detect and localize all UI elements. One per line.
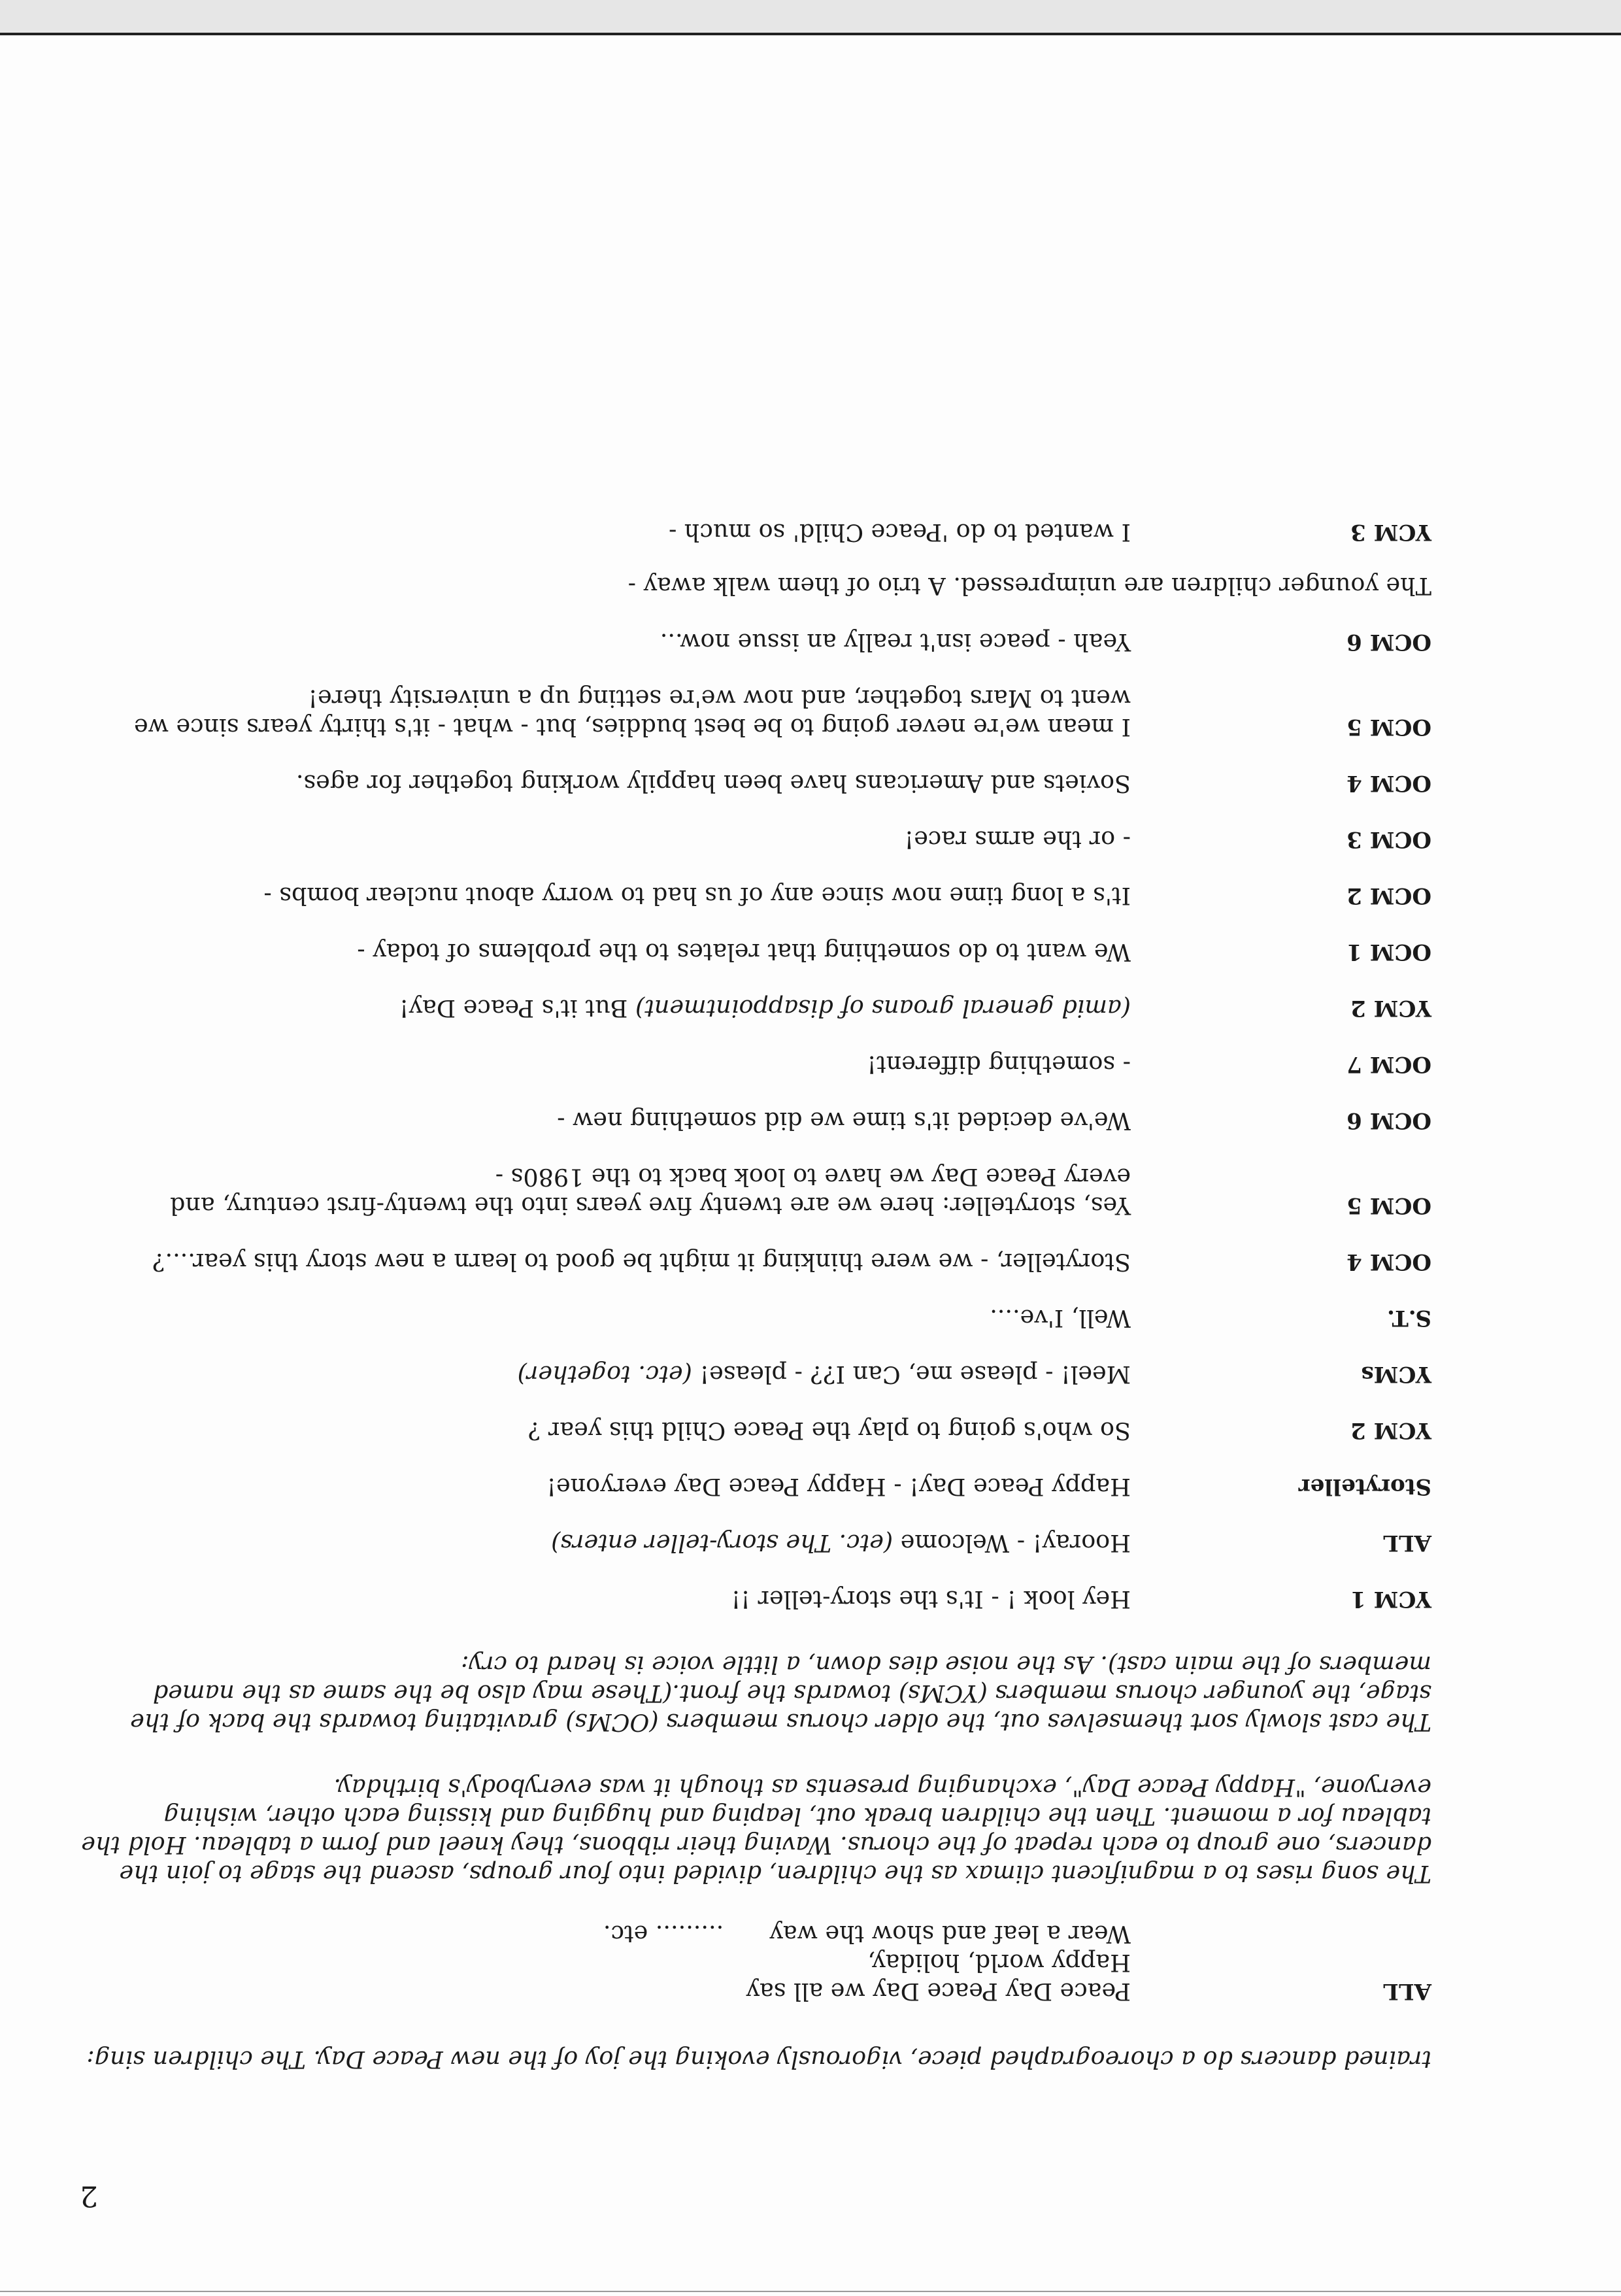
song-lyrics <box>33 1919 1131 2006</box>
speaker-label: OCM 4 <box>1346 1249 1431 1275</box>
speaker-label: OCM 3 <box>1346 826 1431 853</box>
speech-text: I wanted to do 'Peace Child' so much - <box>668 518 1131 547</box>
speaker-label: YCM 3 <box>1350 519 1431 545</box>
speaker-label: YCM 1 <box>1350 1586 1431 1612</box>
dialogue-line <box>33 1360 1431 1389</box>
dialogue-line <box>33 628 1431 656</box>
speaker-label: OCM 6 <box>1346 1107 1431 1134</box>
speech-text: Yeah - peace isn't really an issue now... <box>660 628 1131 656</box>
speaker-label: YCM 2 <box>1350 995 1431 1021</box>
speech-text: Hooray! - Welcome (etc. The story-teller enters) <box>551 1529 1131 1557</box>
lyric-line: Happy world, holiday, <box>867 1949 1131 1977</box>
dialogue-line <box>33 769 1431 798</box>
inline-direction: (amid general groans of disappointment) <box>635 994 1131 1022</box>
stage-direction: The song rises to a magnificent climax as the children, divided into four groups, ascend the stage to join the dancers, one group to each repeat of the chorus. Waving their ribbons, they kneel and form a tableau. Hold the tableau for a moment. Then the children break out, leaping and hugging and kissing each other, wishing everyone, "Happy Peace Day", exchanging presents as though it was everybody's birthday. <box>81 1774 1431 1888</box>
speech-text: Storyteller, - we were thinking it might be good to learn a new story this year....? <box>152 1248 1131 1276</box>
dialogue-line <box>33 937 1431 966</box>
dialogue-line <box>33 1106 1431 1135</box>
dialogue-line <box>33 1472 1431 1501</box>
speaker-label: OCM 1 <box>1346 939 1431 965</box>
speaker-label: OCM 5 <box>1346 1192 1431 1219</box>
dialogue-line <box>33 881 1431 910</box>
dialogue-line <box>33 684 1431 741</box>
speaker-label: ALL <box>1382 1530 1431 1556</box>
speech-text: - something different! <box>867 1051 1131 1079</box>
speech-text: We've decided it's time we did something new - <box>557 1107 1131 1135</box>
speaker-label: YCMs <box>1361 1361 1431 1387</box>
speaker-label: YCM 2 <box>1350 1417 1431 1443</box>
speech-text: Yes, storyteller: here we are twenty five years into the twenty-first century, and every Peace Day we have to look back to the 1980s - <box>170 1163 1131 1220</box>
speech-text: Hey look ! - It's the story-teller !! <box>731 1585 1131 1613</box>
speech-text: Soviets and Americans have been happily working together for ages. <box>295 769 1131 798</box>
dialogue-line <box>33 1162 1431 1220</box>
song-block <box>33 1919 1431 2006</box>
dialogue-line <box>33 1585 1431 1613</box>
speech-text: We want to do something that relates to the problems of today - <box>357 938 1131 966</box>
dialogue-line <box>33 518 1431 547</box>
dialogue-line <box>33 1416 1431 1445</box>
dialogue-line <box>33 1528 1431 1557</box>
speaker-label: Storyteller <box>1298 1474 1431 1500</box>
stage-direction: The younger children are unimpressed. A trio of them walk away - <box>627 572 1431 600</box>
dialogue-line <box>33 825 1431 854</box>
speech-text: - or the arms race! <box>904 826 1131 854</box>
speaker-label: OCM 5 <box>1346 714 1431 740</box>
speech-text: It's a long time now since any of us had to worry about nuclear bombs - <box>263 882 1131 910</box>
speaker-label: ALL <box>1382 1978 1431 2004</box>
page-number: 2 <box>80 2179 98 2212</box>
speech-text: Meel! - please me, Can I?? - please! (etc. together) <box>517 1360 1131 1389</box>
dialogue-line <box>33 1304 1431 1332</box>
lyric-line: Wear a leaf and show the way......... etc. <box>603 1920 1131 1948</box>
dialogue-line <box>33 1050 1431 1079</box>
speech-text: Happy Peace Day! - Happy Peace Day everyone! <box>546 1473 1131 1501</box>
lyric-line: Peace Day Peace Day we all say <box>746 1978 1131 2006</box>
inline-direction: (etc. The story-teller enters) <box>551 1529 894 1557</box>
stage-direction: trained dancers do a choreographed piece, vigorously evoking the joy of the new Peace Day. The children sing: <box>86 2046 1431 2074</box>
speaker-label: OCM 4 <box>1346 770 1431 796</box>
scan-shadow <box>0 0 1621 33</box>
dialogue-line <box>33 1247 1431 1276</box>
speaker-label: S.T. <box>1387 1305 1431 1331</box>
stage-direction: The cast slowly sort themselves out, the older chorus members (OCMs) gravitating towards the back of the stage, the younger chorus members (YCMs) towards the front.(These may also be the same as the named members of the main cast). As the noise dies down, a little voice is heard to cry: <box>130 1651 1431 1736</box>
speaker-label: OCM 6 <box>1346 629 1431 655</box>
dialogue-line <box>33 994 1431 1022</box>
speech-text: Well, I've.... <box>990 1304 1131 1332</box>
script-body <box>33 490 1431 2074</box>
scan-edge-top <box>0 2291 1621 2292</box>
speech-text: So who's going to play the Peace Child this year ? <box>527 1417 1131 1445</box>
speech-text: I mean we're never going to be best buddies, but - what - it's thirty years since we went to Mars together, and now we're setting up a university there! <box>134 684 1131 741</box>
inline-direction: (etc. together) <box>517 1360 692 1389</box>
speaker-label: OCM 2 <box>1346 883 1431 909</box>
lyric-etc: ......... etc. <box>603 1920 724 1948</box>
scan-edge-bottom <box>0 33 1621 35</box>
speech-text: (amid general groans of disappointment) But it's Peace Day! <box>399 994 1131 1022</box>
speaker-label: OCM 7 <box>1346 1051 1431 1077</box>
